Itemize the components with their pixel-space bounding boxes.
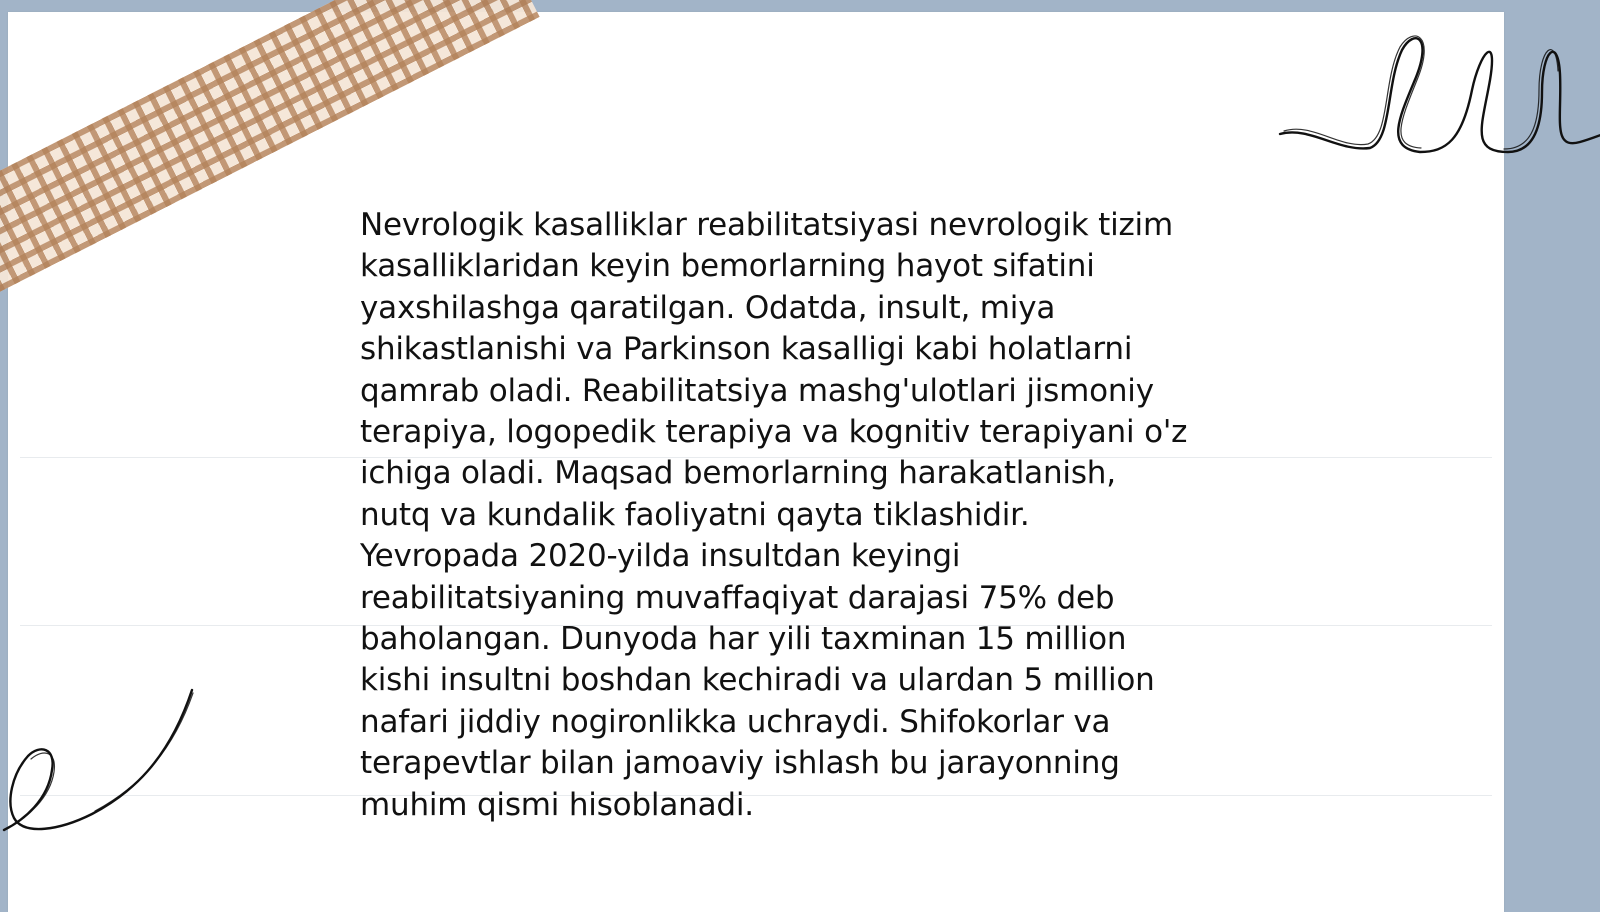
body-line: qamrab oladi. Reabilitatsiya mashg'ulotlari jismoniy: [360, 372, 1154, 409]
body-line: Yevropada 2020-yilda insultdan keyingi: [360, 538, 961, 575]
body-line: nafari jiddiy nogironlikka uchraydi. Shifokorlar va: [360, 703, 1111, 740]
body-line: terapevtlar bilan jamoaviy ishlash bu jarayonning: [360, 745, 1120, 782]
body-line: yaxshilashga qaratilgan. Odatda, insult, miya: [360, 289, 1056, 326]
body-line: Nevrologik kasalliklar reabilitatsiyasi nevrologik tizim: [360, 207, 1173, 243]
loop-scribble-icon: [1290, 30, 1600, 160]
body-line: ichiga oladi. Maqsad bemorlarning harakatlanish,: [360, 455, 1116, 492]
slide-body-text: [360, 205, 1240, 826]
body-line: reabilitatsiyaning muvaffaqiyat darajasi 75% deb: [360, 579, 1115, 616]
body-line: baholangan. Dunyoda har yili taxminan 15 million: [360, 621, 1127, 658]
body-line: kasalliklaridan keyin bemorlarning hayot sifatini: [360, 248, 1095, 285]
body-line: muhim qismi hisoblanadi.: [360, 786, 754, 823]
body-line: nutq va kundalik faoliyatni qayta tiklashidir.: [360, 496, 1030, 533]
body-line: kishi insultni boshdan kechiradi va ulardan 5 million: [360, 662, 1155, 699]
swoosh-scribble-icon: [0, 690, 200, 850]
body-line: terapiya, logopedik terapiya va kognitiv terapiyani o'z: [360, 414, 1188, 451]
body-line: shikastlanishi va Parkinson kasalligi kabi holatlarni: [360, 331, 1133, 368]
